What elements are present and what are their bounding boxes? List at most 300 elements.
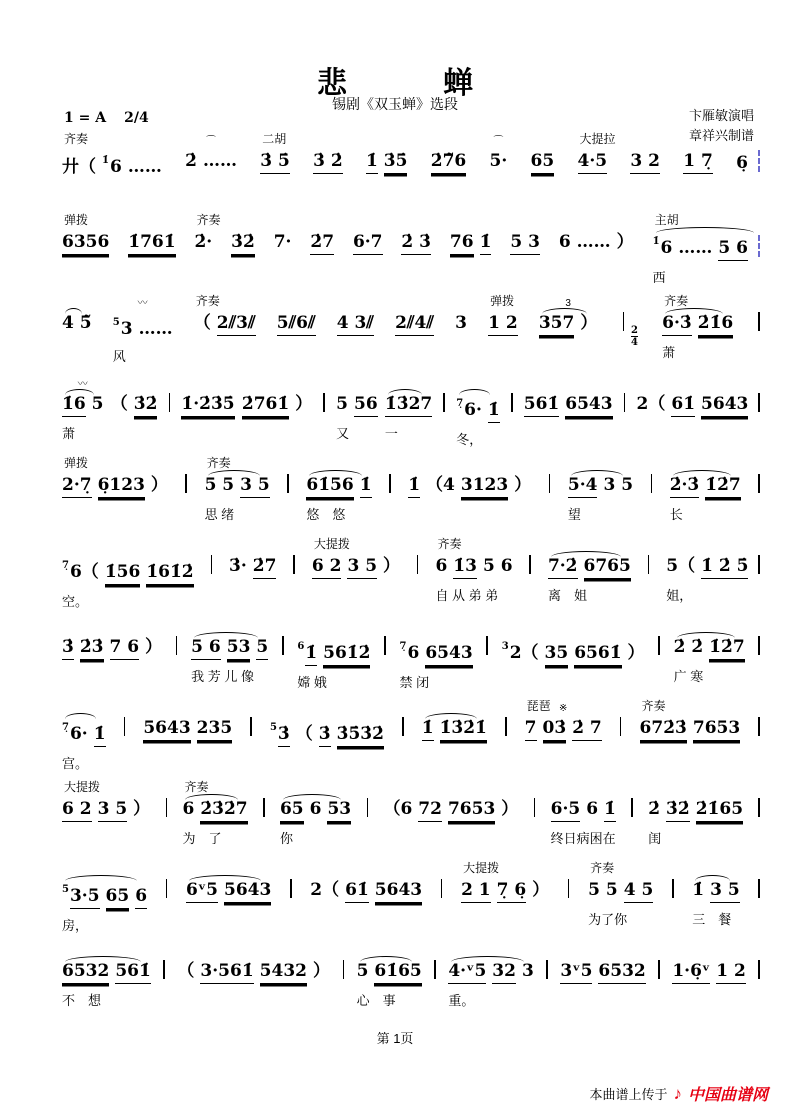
note-token: ） [133,799,151,819]
note-token: 3 5 [98,798,128,822]
slur-arc [185,794,237,800]
notation-cell [754,778,764,820]
barline [176,636,178,655]
note-token: 5 3 [510,231,540,255]
note-token: 2̇ 2̇ [673,637,704,657]
barline [758,636,760,655]
barline [434,960,436,979]
ornament-mark: 〰 [137,298,148,309]
notation-cell [242,373,312,417]
note-token: 1̇ [480,231,492,255]
note-token: 1̇3̇27 [385,393,432,417]
note-group [395,312,434,336]
grace-note: 5 [62,884,69,895]
lyric: 望 [567,507,581,522]
note-token: 6· [464,400,482,420]
barline [163,960,165,979]
note-group [754,717,764,739]
notation-cell [312,535,400,579]
slur-arc [656,227,754,233]
note-token: 6 [407,643,420,663]
note-group [490,150,508,172]
slur-arc [388,389,422,395]
notation-cell [111,373,158,417]
slur-arc [451,956,523,962]
notation-cell [539,292,598,336]
note-token: 1̇ [692,880,705,900]
note-group [353,231,383,255]
note-group [736,150,764,174]
note-token: （ [295,724,313,744]
notation-cell [525,697,602,741]
slur-arc [673,470,731,476]
notation-cell [62,535,194,610]
note-group [297,636,370,666]
note-group [559,231,634,253]
note-group [568,474,633,498]
note-token: 6 [660,238,673,258]
part-label: 大提拨 [64,780,101,794]
note-group [310,879,422,903]
note-group [62,312,92,334]
note-token: 3 5 [603,475,634,495]
note-token: 4·ᵛ5 [448,960,486,984]
music-line [62,697,764,778]
notation-cell [289,535,299,577]
notation-cell [640,697,741,741]
lyric: 不 想 [62,993,102,1008]
note-group [653,231,764,261]
grace-note: 1̇ [652,236,660,247]
note-group [437,879,447,901]
note-group [383,798,518,822]
note-token: 6（ [69,562,99,582]
note-token: 1̇ [488,399,500,423]
barline [758,312,760,331]
notation-cell [229,535,276,579]
slur-arc [542,308,588,314]
note-group [259,798,269,820]
barline [758,960,760,979]
note-token: 5 [91,394,104,414]
part-label: 弹拨 [490,294,515,308]
lyric: 萧 [662,345,676,360]
note-token: 2̇ [185,151,197,171]
note-token: 6 2 [62,798,92,822]
notation-cell [165,373,175,415]
grace-note: 7̣ [399,641,407,652]
music-line [62,373,764,454]
note-group [62,960,151,984]
note-token: 2̇7̃6 [431,150,467,174]
notation-cell [186,859,271,903]
note-token: 6 [182,799,195,819]
note-group [588,879,653,903]
notation-cell [260,130,290,174]
notation-cell [654,940,664,982]
note-group [564,879,574,901]
slur-arc [695,875,729,881]
note-token: 7·2̇ [548,555,578,579]
part-label: 琵琶 [526,699,551,713]
note-token: 561̇2̇ [323,642,370,666]
note-group [692,879,739,903]
note-group [270,717,384,747]
note-token: 2 1 [461,879,491,903]
note-group [666,555,764,579]
note-token: 3 5 [710,879,740,903]
note-group [545,474,555,496]
note-group [448,960,533,984]
note-token: （ [110,394,128,414]
note-token: 1̇ 2̇ 5̇ [701,555,748,579]
notation-cell [647,454,657,496]
note-group [488,312,518,336]
notation-cell [672,940,746,984]
key-value: 1 = A [64,110,107,126]
note-token: 1̇ [408,474,420,498]
note-token: 3123 [461,474,508,498]
note-token: 03̇ [543,717,567,741]
note-group [630,150,660,174]
note-token: 1 2 [716,960,746,984]
note-group [277,312,316,336]
notation-cell [143,697,232,741]
notation-cell [185,130,237,172]
slur-arc [665,308,723,314]
part-label: 主胡 [654,213,679,227]
note-token: 65 [106,885,130,909]
lyric: 房， [62,918,89,933]
notation-cell [559,211,634,253]
lyric: 你 [279,831,293,846]
notation-cell [283,454,293,496]
note-token: 1̇61̇2̇ [146,561,193,585]
note-token: 2̇1̇6 [698,312,734,336]
music-line [62,940,764,1021]
note-group [413,555,423,577]
barline [441,879,443,898]
notation-cell [670,454,741,523]
lyric: 嫦 娥 [297,675,327,690]
note-token: 3̇ [278,723,290,747]
notation-cell [627,778,637,820]
note-token: 3̇2̇ [231,231,255,255]
note-token: 61̇ [671,393,695,417]
notation-cell [385,454,395,496]
time-signature-digit: 4 [631,337,638,348]
upload-note: 本曲谱上传于 [589,1087,668,1102]
notation-cell [437,859,447,901]
notation-cell [754,940,764,982]
note-token: 3̇· [229,556,247,576]
notation-cell [62,697,106,772]
notation-cell [692,859,739,928]
barline [384,636,386,655]
note-token: 6532 [62,960,109,984]
notation-cell [430,940,440,982]
notation-cell [395,292,434,336]
note-group [754,636,764,658]
music-line [62,535,764,616]
slur-arc [425,713,477,719]
notation-cell [278,616,288,658]
note-token: ） [312,961,330,981]
part-label: 齐奏 [664,294,689,308]
note-group [310,231,334,255]
note-group [280,798,351,822]
note-group [260,150,290,174]
note-group [62,798,150,822]
note-token: 6 [558,232,571,252]
note-group [177,960,330,984]
notation-cell [207,535,217,577]
note-group [502,636,645,666]
part-label: 大提拉 [579,132,616,146]
slur-arc [571,470,623,476]
note-group [619,312,641,348]
note-token: 76 [450,231,474,255]
note-token: 3·561̇ [200,960,253,984]
part-label: 弹拨 [64,213,89,227]
music-note-icon: ♪ [673,1083,682,1103]
note-group [165,393,175,415]
notation-cell [205,454,270,523]
notation-cell [337,292,374,336]
note-token: 61̇56 [306,474,353,498]
note-token: 5432 [260,960,307,984]
note-token: 1̇ [305,642,317,666]
notation-cell [181,454,191,496]
note-group [207,555,217,577]
note-token: 6 [109,157,122,177]
song-title: 悲蝉 [317,67,569,100]
note-token: 7· [273,232,292,252]
note-group [337,312,374,336]
music-line [62,130,764,211]
note-group [246,717,256,739]
notation-cell [637,373,764,417]
note-token: ） [383,556,401,576]
note-group [229,555,276,579]
notation-cell [551,778,616,847]
barline [758,393,760,412]
note-token: 2̇7 [310,231,334,255]
site-logo-link[interactable]: 中国曲谱网 [687,1087,768,1104]
notation-cell [502,616,645,666]
notation-cell [113,292,173,365]
note-group [62,474,168,498]
note-group [400,636,473,666]
barline [511,393,513,412]
notation-cell [754,859,764,901]
score-body [62,130,764,1021]
barline [124,717,126,736]
ornament-mark: 〰 [77,379,88,390]
barline [529,555,531,574]
note-token: 35 [545,642,569,666]
barline [651,474,653,493]
note-token: 1·6̣ᵛ [672,960,710,984]
note-group [644,555,654,577]
grace-note: 7̣ [456,398,464,409]
notation-cell [455,292,467,334]
lyric: 闺 [648,831,662,846]
note-group [286,879,296,901]
note-token: 7̣ 6̣ [497,879,527,903]
note-group [181,474,191,496]
barline [367,798,369,817]
slur-arc [360,956,412,962]
note-token: 3̇5̇ [384,150,408,174]
note-token: 5· [489,151,508,171]
note-group [525,555,535,577]
note-token: 53 [227,636,251,660]
lyric: 自 从 弟 弟 [435,588,499,603]
lyric: 风 [112,349,126,364]
note-token: （ [177,961,195,981]
notation-cell [313,130,343,174]
notation-cell [654,616,664,658]
note-token: 1̇761̇ [128,231,175,255]
notation-cell [754,616,764,658]
part-label: 齐奏 [184,780,209,794]
notation-cell [366,130,408,174]
music-line [62,454,764,535]
note-token: ） [145,637,163,657]
notation-cell [754,697,764,739]
note-token: …… [678,238,713,258]
note-group [380,636,390,658]
barline [290,879,292,898]
notation-cell [128,211,175,255]
note-token: 6532 [598,960,645,984]
note-token: 3̇5̇3̇2̇ [337,723,384,747]
lyric: 西 [652,270,666,285]
notation-cell [181,373,234,417]
note-token: 65 [531,150,555,174]
note-token: 6·3̇ [662,312,692,336]
note-token: 32 [492,960,516,984]
slur-arc [65,713,96,719]
note-token: 2̇ 7 [572,717,602,741]
notation-cell [450,211,492,255]
note-group [647,474,657,496]
note-token: 1̇6 [62,393,86,417]
note-token: 56 [354,393,378,417]
note-token: （6 [383,799,413,819]
barline [672,879,674,898]
note-group [278,636,288,658]
notation-cell [531,130,555,174]
note-token: 235 [197,717,233,741]
note-token: 1̇2̇7 [709,636,745,660]
note-group [357,960,422,984]
note-token: 7 6 [110,636,140,660]
note-token: 5643 [143,717,190,741]
notation-cell [542,940,552,982]
notation-cell [62,130,162,178]
notation-cell [120,697,130,739]
notation-cell [380,616,390,658]
note-group [754,879,764,901]
note-token: 1 7̣ [683,150,713,174]
note-token: 4 5̃ [62,313,92,333]
note-group [408,474,531,498]
note-group [205,474,270,498]
note-token: 3̇ [62,636,74,660]
grace-note: 1̇ [102,155,109,166]
note-token: 2̇3̇ [80,636,104,660]
lyric: 终日病困在 [550,831,616,846]
notation-cell [616,697,626,739]
notation-cell [259,778,269,820]
notation-cell [507,373,517,415]
note-token: 3 2 [630,150,660,174]
note-group [754,474,764,496]
note-group [456,393,500,423]
slur-arc [65,389,94,395]
note-token: 6 [586,799,599,819]
notation-cell [62,454,168,498]
note-token: 2̇ [648,799,661,819]
note-group [754,960,764,982]
notation-cell [754,454,764,496]
note-group [159,960,169,982]
note-token: 4 3⫽ [337,312,374,336]
barline [549,474,551,493]
note-token: 6·7 [353,231,383,255]
notation-cell [277,292,316,336]
credit-notator: 章祥兴制谱 [688,128,754,144]
grace-note: 7̣ [62,560,69,571]
notation-cell [280,778,351,847]
note-token: 2（ [636,394,666,414]
note-token: 7653 [693,717,740,741]
note-group [128,231,175,255]
note-group [431,150,467,174]
note-group [231,231,255,255]
notation-cell [339,940,349,982]
note-token: 561̇ [524,393,560,417]
note-token: 1̇3̇2̇1̇ [440,717,487,741]
note-group [363,798,373,820]
note-group [455,312,467,334]
note-group [62,879,147,909]
slur-arc [65,956,141,962]
note-group [336,393,378,417]
note-token: 6 [435,556,448,576]
note-group [319,393,329,415]
note-token: 1̇ [366,150,378,174]
barline [282,636,284,655]
notation-cell [548,535,631,604]
note-token: 6 [135,885,147,909]
note-group [435,555,512,579]
notation-cell [383,778,518,822]
barline [648,555,650,574]
notation-cell [62,373,104,442]
part-label: 齐奏 [64,132,89,146]
note-token: 561̇ [115,960,151,984]
note-group [683,150,713,174]
note-group [191,636,268,660]
barline [443,393,445,412]
slur-arc [309,470,361,476]
notation-cell [666,535,764,604]
note-token: 6561̇ [574,642,621,666]
lyric: 心 事 [356,993,396,1008]
